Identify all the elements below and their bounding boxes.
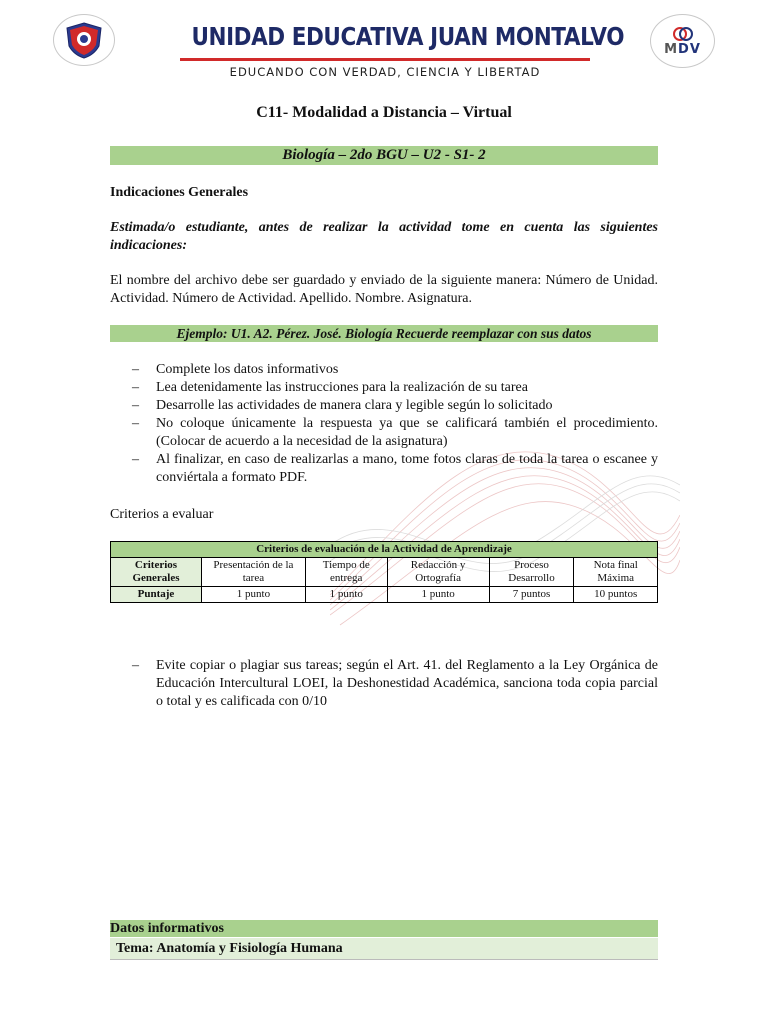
table-row [111, 587, 658, 603]
list-item: – Evite copiar o plagiar sus tareas; según el Art. 41. del Reglamento a la Ley Orgánica de Educación Intercultural LOEI, la Deshonestidad Académica, sanciona toda copia parcial o total y es calificada con 0/10 [132, 658, 658, 709]
grading-criteria-table [110, 541, 658, 603]
table-row [111, 558, 658, 587]
dash-bullet: – [132, 416, 139, 431]
header-divider [180, 58, 590, 61]
table-row-header: Puntaje [111, 587, 202, 603]
criteria-label: Criterios a evaluar [110, 507, 214, 522]
table-cell: Redacción y Ortografía [387, 558, 489, 587]
table-cell: Presentación de la tarea [202, 558, 306, 587]
filename-rule: El nombre del archivo debe ser guardado y enviado de la siguiente manera: Número de Unidad. Actividad. Número de Actividad. Apellido. Nombre. Asignatura. [110, 273, 658, 306]
instructions-note: Estimada/o estudiante, antes de realizar la actividad tome en cuenta las siguientes indicaciones: [110, 220, 658, 253]
student-info-heading: Datos informativos [110, 920, 658, 937]
table-row-header: Criterios Generales [111, 558, 202, 587]
mdv-logo-text: MDV [664, 41, 701, 57]
table-cell: Tiempo de entrega [305, 558, 387, 587]
school-name: UNIDAD EDUCATIVA JUAN MONTALVO [191, 22, 625, 51]
table-cell: 1 punto [305, 587, 387, 603]
table-cell: 10 puntos [574, 587, 658, 603]
list-item: – Desarrolle las actividades de manera clara y legible según lo solicitado [132, 398, 553, 413]
plagiarism-warning-list [110, 657, 658, 711]
table-cell: 1 punto [387, 587, 489, 603]
list-item: – Al finalizar, en caso de realizarlas a mano, tome fotos claras de toda la tarea o escanee y conviértala a formato PDF. [132, 452, 658, 485]
list-item: – Complete los datos informativos [132, 362, 339, 377]
table-cell: Proceso Desarrollo [489, 558, 574, 587]
table-cell: 1 punto [202, 587, 306, 603]
page-title: C11- Modalidad a Distancia – Virtual [256, 104, 512, 121]
table-header-row [111, 542, 658, 558]
dash-bullet: – [132, 380, 139, 395]
brain-icon [671, 26, 695, 42]
shield-icon [61, 20, 107, 60]
table-cell: Nota final Máxima [574, 558, 658, 587]
mdv-logo [650, 14, 715, 68]
dash-bullet: – [132, 362, 139, 377]
dash-bullet: – [132, 398, 139, 413]
list-item: – Lea detenidamente las instrucciones para la realización de su tarea [132, 380, 528, 395]
topic-field: Tema: Anatomía y Fisiología Humana [110, 938, 658, 960]
instructions-list [110, 361, 658, 487]
general-instructions-heading: Indicaciones Generales [110, 185, 249, 200]
table-cell: 7 puntos [489, 587, 574, 603]
list-item: – No coloque únicamente la respuesta ya que se calificará también el procedimiento. (Colocar de acuerdo a la necesidad de la asignatura) [132, 416, 658, 449]
dash-bullet: – [132, 658, 139, 673]
subject-banner: Biología – 2do BGU – U2 - S1- 2 [110, 146, 658, 165]
school-crest-logo [53, 14, 115, 66]
school-motto: EDUCANDO CON VERDAD, CIENCIA Y LIBERTAD [229, 65, 541, 79]
filename-example-banner: Ejemplo: U1. A2. Pérez. José. Biología Recuerde reemplazar con sus datos [110, 325, 658, 342]
table-title: Criterios de evaluación de la Actividad de Aprendizaje [111, 542, 658, 558]
dash-bullet: – [132, 452, 139, 467]
